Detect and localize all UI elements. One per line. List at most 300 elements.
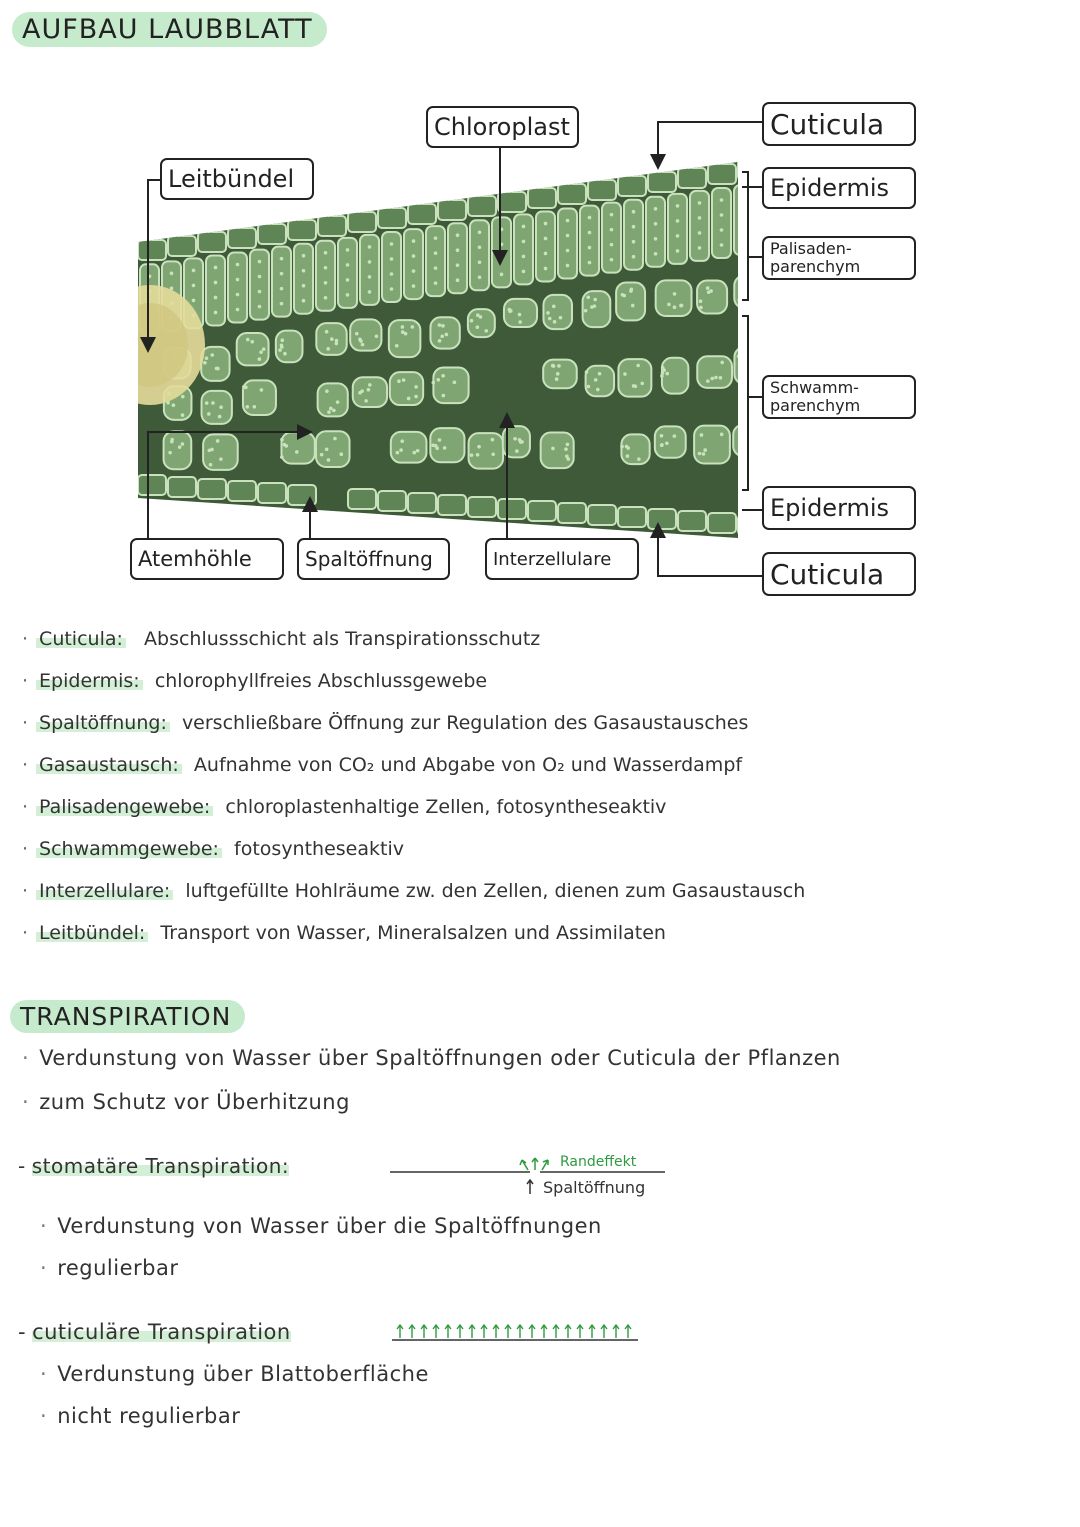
chloroplast-dot xyxy=(703,448,707,452)
chloroplast-dot xyxy=(720,433,724,437)
chloroplast-dot xyxy=(280,287,284,291)
stomatal-point-2: · regulierbar xyxy=(40,1256,179,1280)
chloroplast-dot xyxy=(698,201,702,205)
chloroplast-dot xyxy=(742,210,746,214)
evaporation-arrow xyxy=(517,1325,523,1338)
leaf-cell xyxy=(528,501,556,521)
leaf-cell xyxy=(228,481,256,501)
chloroplast-dot xyxy=(741,359,745,363)
leaf-cell xyxy=(541,433,574,469)
chloroplast-dot xyxy=(518,313,522,317)
chloroplast-dot xyxy=(375,334,379,338)
chloroplast-dot xyxy=(250,340,254,344)
chloroplast-dot xyxy=(214,281,218,285)
chloroplast-dot xyxy=(515,449,519,453)
spaltoeffnung-sketch-label: Spaltöffnung xyxy=(543,1178,646,1197)
chloroplast-dot xyxy=(519,440,523,444)
chloroplast-dot xyxy=(544,267,548,271)
chloroplast-dot xyxy=(593,298,597,302)
chloroplast-dot xyxy=(610,228,614,232)
chloroplast-dot xyxy=(438,323,442,327)
definition-text: Abschlussschicht als Transpirationsschutz xyxy=(144,628,541,650)
leaf-cell xyxy=(662,358,688,394)
chloroplast-dot xyxy=(661,371,665,375)
chloroplast-dot xyxy=(626,454,630,458)
definition-term: Cuticula: xyxy=(36,628,126,650)
leaf-cell xyxy=(258,224,286,244)
chloroplast-dot xyxy=(587,385,591,389)
chloroplast-dot xyxy=(364,399,368,403)
leaf-cell xyxy=(734,185,753,255)
definition-term: Interzellulare: xyxy=(36,880,173,902)
chloroplast-dot xyxy=(661,366,665,370)
chloroplast-dot xyxy=(280,345,284,349)
chloroplast-dot xyxy=(411,325,415,329)
chloroplast-dot xyxy=(699,299,703,303)
chloroplast-dot xyxy=(518,320,522,324)
chloroplast-dot xyxy=(598,372,602,376)
chloroplast-dot xyxy=(283,352,287,356)
leaf-cell xyxy=(202,391,232,424)
chloroplast-dot xyxy=(453,381,457,385)
chloroplast-dot xyxy=(397,379,401,383)
chloroplast-dot xyxy=(346,293,350,297)
chloroplast-dot xyxy=(564,447,568,451)
chloroplast-dot xyxy=(630,287,634,291)
chloroplast-dot xyxy=(414,395,418,399)
chloroplast-dot xyxy=(522,225,526,229)
leaf-cell xyxy=(288,485,316,505)
chloroplast-dot xyxy=(367,388,371,392)
section-heading-aufbau: AUFBAU LAUBBLATT xyxy=(12,12,327,47)
chloroplast-dot xyxy=(714,376,718,380)
chloroplast-dot xyxy=(246,338,250,342)
chloroplast-dot xyxy=(631,304,635,308)
chloroplast-dot xyxy=(203,361,207,365)
leaf-cell xyxy=(621,434,649,464)
leaf-cell xyxy=(656,280,692,316)
leaf-cell xyxy=(694,426,730,464)
chloroplast-dot xyxy=(625,445,629,449)
chloroplast-dot xyxy=(478,260,482,264)
leaf-cell xyxy=(243,380,276,415)
leaf-cell xyxy=(430,317,459,348)
chloroplast-dot xyxy=(456,248,460,252)
chloroplast-dot xyxy=(407,397,411,401)
chloroplast-dot xyxy=(170,272,174,276)
leaf-cell xyxy=(733,425,768,457)
leaf-cell xyxy=(734,276,768,309)
chloroplast-dot xyxy=(368,275,372,279)
chloroplast-dot xyxy=(395,344,399,348)
chloroplast-dot xyxy=(402,378,406,382)
chloroplast-dot xyxy=(280,338,284,342)
chloroplast-dot xyxy=(214,266,218,270)
chloroplast-dot xyxy=(673,434,677,438)
leaf-tissue xyxy=(95,150,769,550)
definition-text: fotosyntheseaktiv xyxy=(234,838,404,860)
chloroplast-dot xyxy=(325,447,329,451)
definition-text: Transport von Wasser, Mineralsalzen und Assimilaten xyxy=(160,922,666,944)
definition-term: Epidermis: xyxy=(36,670,143,692)
definition-term: Spaltöffnung: xyxy=(36,712,170,734)
chloroplast-dot xyxy=(522,270,526,274)
leaf-cell xyxy=(618,359,651,396)
stomatal-transpiration-title-text: stomatäre Transpiration: xyxy=(31,1154,290,1178)
chloroplast-dot xyxy=(435,446,439,450)
leaf-cell xyxy=(318,216,346,236)
chloroplast-dot xyxy=(401,325,405,329)
chloroplast-dot xyxy=(556,372,560,376)
chloroplast-dot xyxy=(740,367,744,371)
chloroplast-dot xyxy=(325,330,329,334)
chloroplast-dot xyxy=(390,272,394,276)
chloroplast-dot xyxy=(751,448,755,452)
cuticular-point-2-text: nicht regulierbar xyxy=(57,1404,241,1428)
evaporation-arrow xyxy=(577,1325,583,1338)
transpiration-line-2-text: zum Schutz vor Überhitzung xyxy=(39,1090,350,1114)
chloroplast-dot xyxy=(698,452,702,456)
chloroplast-dot xyxy=(434,281,438,285)
chloroplast-dot xyxy=(720,213,724,217)
chloroplast-dot xyxy=(214,296,218,300)
chloroplast-dot xyxy=(456,263,460,267)
chloroplast-dot xyxy=(219,457,223,461)
stomatal-point-1: · Verdunstung von Wasser über die Spaltöffnungen xyxy=(40,1214,602,1238)
chloroplast-dot xyxy=(346,248,350,252)
leaf-cell xyxy=(708,513,736,533)
chloroplast-dot xyxy=(258,305,262,309)
chloroplast-dot xyxy=(336,400,340,404)
stomatal-transpiration-title: - stomatäre Transpiration: xyxy=(18,1154,290,1178)
chloroplast-dot xyxy=(332,409,336,413)
chloroplast-dot xyxy=(412,239,416,243)
chloroplast-dot xyxy=(324,296,328,300)
leaf-cell xyxy=(281,432,314,463)
chloroplast-dot xyxy=(181,413,185,417)
chloroplast-dot xyxy=(559,316,563,320)
chloroplast-dot xyxy=(676,234,680,238)
chloroplast-dot xyxy=(750,280,754,284)
chloroplast-dot xyxy=(258,275,262,279)
leaf-cell xyxy=(678,168,706,188)
leaf-cell xyxy=(734,347,764,384)
chloroplast-dot xyxy=(214,311,218,315)
label-spaltoeffnung: Spaltöffnung xyxy=(297,538,450,580)
chloroplast-dot xyxy=(396,451,400,455)
stomatal-point-1-text: Verdunstung von Wasser über die Spaltöffnungen xyxy=(57,1214,602,1238)
chloroplast-dot xyxy=(667,303,671,307)
chloroplast-dot xyxy=(253,405,257,409)
chloroplast-dot xyxy=(399,448,403,452)
leaf-cell xyxy=(138,475,166,495)
chloroplast-dot xyxy=(470,453,474,457)
evaporation-arrow xyxy=(613,1325,619,1338)
chloroplast-dot xyxy=(360,389,364,393)
chloroplast-dot xyxy=(654,207,658,211)
chloroplast-dot xyxy=(584,309,588,313)
chloroplast-dot xyxy=(207,412,211,416)
leaf-cell xyxy=(586,366,614,396)
chloroplast-dot xyxy=(192,299,196,303)
chloroplast-dot xyxy=(698,246,702,250)
chloroplast-dot xyxy=(434,236,438,240)
label-leitbuendel: Leitbündel xyxy=(160,158,314,200)
chloroplast-dot xyxy=(216,439,220,443)
chloroplast-dot xyxy=(632,255,636,259)
leaf-cell xyxy=(408,493,436,513)
chloroplast-dot xyxy=(438,339,442,343)
transpiration-line-1: · Verdunstung von Wasser über Spaltöffnungen oder Cuticula der Pflanzen xyxy=(22,1046,841,1070)
chloroplast-dot xyxy=(181,395,185,399)
chloroplast-dot xyxy=(479,315,483,319)
label-cuticula-bottom: Cuticula xyxy=(762,552,916,596)
chloroplast-dot xyxy=(368,245,372,249)
chloroplast-dot xyxy=(258,290,262,294)
definition-term: Leitbündel: xyxy=(36,922,148,944)
chloroplast-dot xyxy=(262,347,266,351)
chloroplast-dot xyxy=(588,231,592,235)
evaporation-arrow xyxy=(481,1325,487,1338)
chloroplast-dot xyxy=(623,372,627,376)
chloroplast-dot xyxy=(278,348,282,352)
leaf-cell xyxy=(276,331,303,363)
leaf-cell xyxy=(138,240,166,260)
chloroplast-dot xyxy=(522,255,526,259)
evaporation-arrow xyxy=(553,1325,559,1338)
chloroplast-dot xyxy=(478,275,482,279)
definition-item: · Leitbündel: Transport von Wasser, Mineralsalzen und Assimilaten xyxy=(22,922,666,944)
leaf-cell xyxy=(378,208,406,228)
chloroplast-dot xyxy=(283,443,287,447)
chloroplast-dot xyxy=(441,374,445,378)
chloroplast-dot xyxy=(750,282,754,286)
definition-item: · Schwammgewebe: fotosyntheseaktiv xyxy=(22,838,404,860)
chloroplast-dot xyxy=(355,332,359,336)
chloroplast-dot xyxy=(544,222,548,226)
chloroplast-dot xyxy=(634,385,638,389)
chloroplast-dot xyxy=(192,284,196,288)
leaf-cell xyxy=(708,164,736,184)
chloroplast-dot xyxy=(680,304,684,308)
chloroplast-dot xyxy=(412,254,416,258)
chloroplast-dot xyxy=(546,311,550,315)
chloroplast-dot xyxy=(327,410,331,414)
cuticular-point-1: · Verdunstung über Blattoberfläche xyxy=(40,1362,429,1386)
chloroplast-dot xyxy=(324,281,328,285)
chloroplast-dot xyxy=(566,264,570,268)
leaf-cell xyxy=(588,505,616,525)
leaf-cell xyxy=(378,491,406,511)
chloroplast-dot xyxy=(710,377,714,381)
chloroplast-dot xyxy=(636,364,640,368)
chloroplast-dot xyxy=(632,225,636,229)
chloroplast-dot xyxy=(552,305,556,309)
cuticular-arrows-sketch xyxy=(392,1318,642,1344)
chloroplast-dot xyxy=(544,252,548,256)
evaporation-arrow xyxy=(565,1325,571,1338)
chloroplast-dot xyxy=(632,240,636,244)
chloroplast-dot xyxy=(359,339,363,343)
chloroplast-dot xyxy=(258,357,262,361)
evaporation-arrow xyxy=(397,1325,403,1338)
chloroplast-dot xyxy=(335,342,339,346)
chloroplast-dot xyxy=(557,364,561,368)
chloroplast-dot xyxy=(500,273,504,277)
chloroplast-dot xyxy=(280,455,284,459)
chloroplast-dot xyxy=(588,216,592,220)
evaporation-arrow xyxy=(589,1325,595,1338)
evaporation-arrow xyxy=(505,1325,511,1338)
chloroplast-dot xyxy=(610,213,614,217)
leaf-cell xyxy=(353,377,387,407)
chloroplast-dot xyxy=(470,319,474,323)
chloroplast-dot xyxy=(698,216,702,220)
chloroplast-dot xyxy=(434,251,438,255)
chloroplast-dot xyxy=(513,437,517,441)
chloroplast-dot xyxy=(548,317,552,321)
leaf-cell xyxy=(558,503,586,523)
chloroplast-dot xyxy=(245,405,249,409)
chloroplast-dot xyxy=(339,452,343,456)
chloroplast-dot xyxy=(333,437,337,441)
chloroplast-dot xyxy=(660,443,664,447)
chloroplast-dot xyxy=(544,237,548,241)
chloroplast-dot xyxy=(404,332,408,336)
chloroplast-dot xyxy=(508,309,512,313)
chloroplast-dot xyxy=(596,388,600,392)
evaporation-arrow xyxy=(601,1325,607,1338)
leaf-cell xyxy=(348,212,376,232)
chloroplast-dot xyxy=(742,195,746,199)
chloroplast-dot xyxy=(673,292,677,296)
label-epidermis-top: Epidermis xyxy=(762,167,916,209)
leaf-cell xyxy=(468,497,496,517)
chloroplast-dot xyxy=(329,407,333,411)
leaf-cell xyxy=(588,180,616,200)
chloroplast-dot xyxy=(676,204,680,208)
chloroplast-dot xyxy=(555,377,559,381)
label-chloroplast: Chloroplast xyxy=(426,106,579,148)
leaf-cell xyxy=(408,204,436,224)
chloroplast-dot xyxy=(400,439,404,443)
chloroplast-dot xyxy=(280,257,284,261)
chloroplast-dot xyxy=(280,302,284,306)
chloroplast-dot xyxy=(325,389,329,393)
leaf-cell xyxy=(288,220,316,240)
chloroplast-dot xyxy=(178,445,182,449)
evaporation-arrow xyxy=(421,1325,427,1338)
leaf-cell xyxy=(558,184,586,204)
chloroplast-dot xyxy=(553,320,557,324)
chloroplast-dot xyxy=(181,442,185,446)
chloroplast-dot xyxy=(210,353,214,357)
leaf-cell xyxy=(697,356,732,388)
chloroplast-dot xyxy=(706,379,710,383)
definition-text: chlorophyllfreies Abschlussgewebe xyxy=(154,670,488,692)
chloroplast-dot xyxy=(610,243,614,247)
chloroplast-dot xyxy=(640,382,644,386)
chloroplast-dot xyxy=(445,333,449,337)
chloroplast-dot xyxy=(478,230,482,234)
chloroplast-dot xyxy=(700,433,704,437)
evaporation-arrow xyxy=(457,1325,463,1338)
chloroplast-dot xyxy=(673,305,677,309)
chloroplast-dot xyxy=(637,457,641,461)
chloroplast-dot xyxy=(622,294,626,298)
label-palisadenparenchym: Palisaden-parenchym xyxy=(762,236,916,280)
chloroplast-dot xyxy=(302,254,306,258)
chloroplast-dot xyxy=(759,431,763,435)
cuticular-point-2: · nicht regulierbar xyxy=(40,1404,241,1428)
chloroplast-dot xyxy=(260,388,264,392)
definition-item: · Gasaustausch: Aufnahme von CO₂ und Abgabe von O₂ und Wasserdampf xyxy=(22,754,743,776)
chloroplast-dot xyxy=(414,385,418,389)
chloroplast-dot xyxy=(698,231,702,235)
chloroplast-dot xyxy=(172,403,176,407)
chloroplast-dot xyxy=(207,449,211,453)
chloroplast-dot xyxy=(295,450,299,454)
definition-item: · Interzellulare: luftgefüllte Hohlräume zw. den Zellen, dienen zum Gasaustausch xyxy=(22,880,806,902)
chloroplast-dot xyxy=(209,463,213,467)
chloroplast-dot xyxy=(522,240,526,244)
chloroplast-dot xyxy=(242,385,246,389)
chloroplast-dot xyxy=(443,446,447,450)
leaf-cell xyxy=(618,507,646,527)
leaf-cell xyxy=(316,431,350,467)
definition-text: Aufnahme von CO₂ und Abgabe von O₂ und Wasserdampf xyxy=(193,754,743,776)
chloroplast-dot xyxy=(585,370,589,374)
chloroplast-dot xyxy=(755,430,759,434)
chloroplast-dot xyxy=(719,376,723,380)
leaf-cell xyxy=(390,372,423,405)
chloroplast-dot xyxy=(484,329,488,333)
leaf-cell xyxy=(228,228,256,248)
definition-text: chloroplastenhaltige Zellen, fotosyntheseaktiv xyxy=(225,796,667,818)
chloroplast-dot xyxy=(326,347,330,351)
leaf-cell xyxy=(468,309,495,337)
chloroplast-dot xyxy=(588,246,592,250)
chloroplast-dot xyxy=(280,438,284,442)
chloroplast-dot xyxy=(168,451,172,455)
chloroplast-dot xyxy=(699,306,703,310)
chloroplast-dot xyxy=(737,298,741,302)
chloroplast-dot xyxy=(702,452,706,456)
chloroplast-dot xyxy=(676,249,680,253)
chloroplast-dot xyxy=(654,222,658,226)
transpiration-line-2: · zum Schutz vor Überhitzung xyxy=(22,1090,350,1114)
chloroplast-dot xyxy=(368,383,372,387)
chloroplast-dot xyxy=(302,269,306,273)
chloroplast-dot xyxy=(215,367,219,371)
definition-item: · Cuticula: Abschlussschicht als Transpirationsschutz xyxy=(22,628,541,650)
label-epidermis-bottom: Epidermis xyxy=(762,486,916,530)
chloroplast-dot xyxy=(330,337,334,341)
label-cuticula-top: Cuticula xyxy=(762,102,916,146)
chloroplast-dot xyxy=(412,269,416,273)
chloroplast-dot xyxy=(456,278,460,282)
chloroplast-dot xyxy=(441,324,445,328)
leaf-cell xyxy=(498,499,526,519)
chloroplast-dot xyxy=(259,350,263,354)
definition-item: · Palisadengewebe: chloroplastenhaltige Zellen, fotosyntheseaktiv xyxy=(22,796,667,818)
chloroplast-dot xyxy=(742,240,746,244)
cuticular-transpiration-title: - cuticuläre Transpiration xyxy=(18,1320,291,1344)
chloroplast-dot xyxy=(236,278,240,282)
chloroplast-dot xyxy=(280,272,284,276)
chloroplast-dot xyxy=(218,415,222,419)
chloroplast-dot xyxy=(740,432,744,436)
